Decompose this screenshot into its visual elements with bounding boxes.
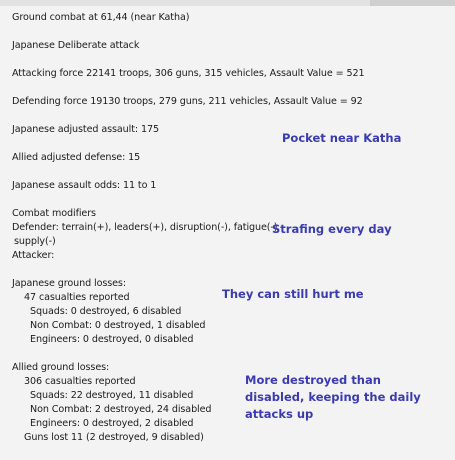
defender-modifiers: Defender: terrain(+), leaders(+), disruption(-), fatigue(-) (12, 222, 278, 233)
defending-force: Defending force 19130 troops, 279 guns, 211 vehicles, Assault Value = 92 (12, 96, 363, 107)
attack-type: Japanese Deliberate attack (12, 40, 140, 51)
japanese-squads: Squads: 0 destroyed, 6 disabled (30, 306, 182, 317)
allied-losses-header: Allied ground losses: (12, 362, 110, 373)
adjusted-defense: Allied adjusted defense: 15 (12, 152, 141, 163)
allied-casualties: 306 casualties reported (24, 376, 136, 387)
combat-location: Ground combat at 61,44 (near Katha) (12, 12, 190, 23)
allied-non-combat: Non Combat: 2 destroyed, 24 disabled (30, 404, 212, 415)
japanese-engineers: Engineers: 0 destroyed, 0 disabled (30, 334, 194, 345)
adjusted-assault: Japanese adjusted assault: 175 (12, 124, 159, 135)
annotation-hurt: They can still hurt me (222, 287, 364, 301)
annotation-strafing: Strafing every day (272, 222, 392, 236)
defender-modifiers-cont: supply(-) (14, 236, 56, 247)
annotation-destroyed: More destroyed than disabled, keeping the daily attacks up (245, 373, 421, 421)
japanese-non-combat: Non Combat: 0 destroyed, 1 disabled (30, 320, 206, 331)
attacking-force: Attacking force 22141 troops, 306 guns, 315 vehicles, Assault Value = 521 (12, 68, 365, 79)
combat-modifiers-header: Combat modifiers (12, 208, 96, 219)
allied-squads: Squads: 22 destroyed, 11 disabled (30, 390, 194, 401)
japanese-casualties: 47 casualties reported (24, 292, 130, 303)
japanese-losses-header: Japanese ground losses: (12, 278, 126, 289)
allied-guns-lost: Guns lost 11 (2 destroyed, 9 disabled) (24, 432, 204, 443)
attacker-modifiers: Attacker: (12, 250, 55, 261)
assault-odds: Japanese assault odds: 11 to 1 (12, 180, 157, 191)
allied-engineers: Engineers: 0 destroyed, 2 disabled (30, 418, 194, 429)
annotation-pocket: Pocket near Katha (282, 131, 402, 145)
window-top-shadow (370, 0, 455, 6)
